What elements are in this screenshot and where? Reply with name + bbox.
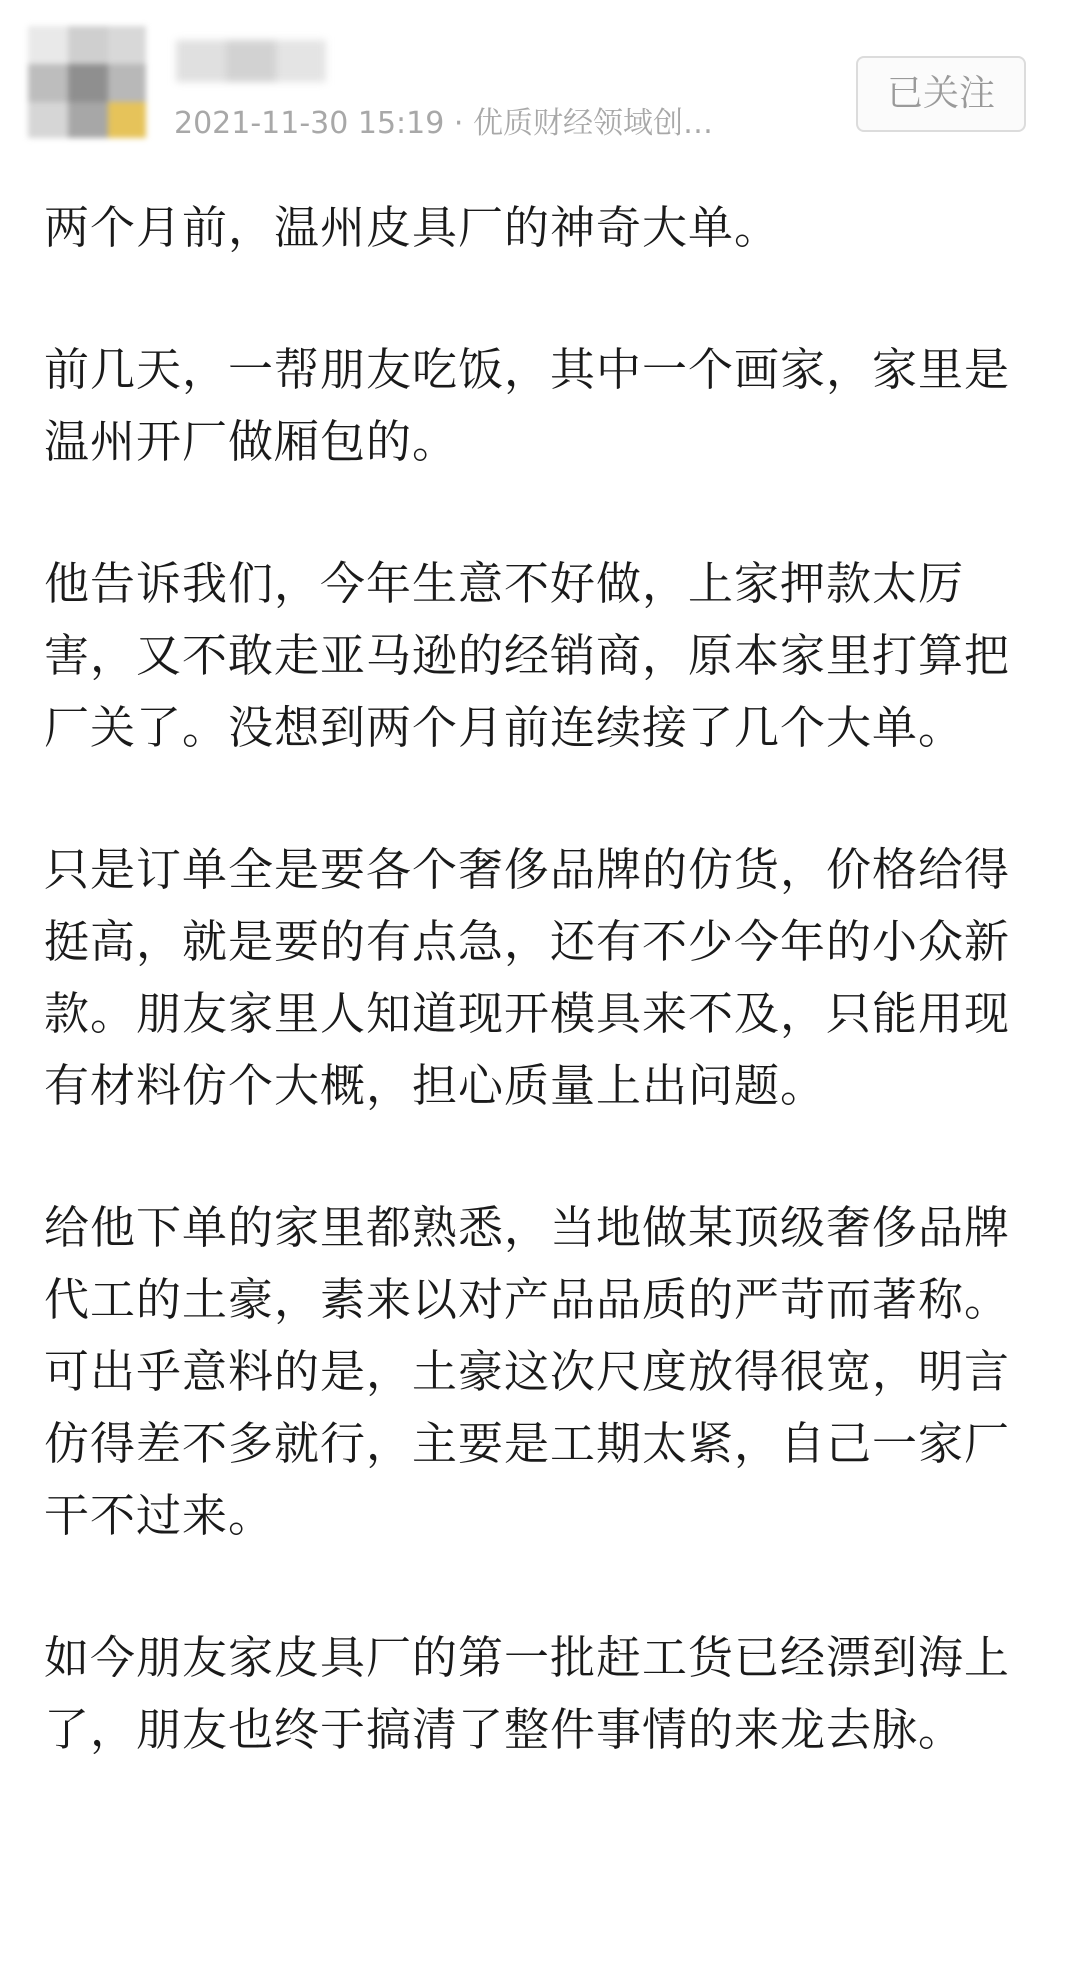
post-paragraph: 如今朋友家皮具厂的第一批赶工货已经漂到海上了，朋友也终于搞清了整件事情的来龙去脉。 — [44, 1631, 1011, 1756]
post-paragraph: 两个月前，温州皮具厂的神奇大单。 — [44, 201, 781, 254]
follow-button[interactable]: 已关注 — [856, 56, 1026, 132]
post-body — [44, 192, 1028, 1766]
post-paragraph: 他告诉我们，今年生意不好做，上家押款太厉害，又不敢走亚马逊的经销商，原本家里打算把厂关了。没想到两个月前连续接了几个大单。 — [44, 557, 1011, 754]
avatar[interactable] — [28, 26, 146, 138]
post-meta: 2021-11-30 15:19 · 优质财经领域创… — [174, 106, 713, 141]
post-header — [0, 0, 1068, 170]
post-paragraph: 前几天，一帮朋友吃饭，其中一个画家，家里是温州开厂做厢包的。 — [44, 343, 1011, 468]
author-name-blurred[interactable] — [176, 40, 326, 82]
post-paragraph: 只是订单全是要各个奢侈品牌的仿货，价格给得挺高，就是要的有点急，还有不少今年的小众新款。朋友家里人知道现开模具来不及，只能用现有材料仿个大概，担心质量上出问题。 — [44, 843, 1011, 1112]
post-paragraph: 给他下单的家里都熟悉，当地做某顶级奢侈品牌代工的土豪，素来以对产品品质的严苛而著称。可出乎意料的是，土豪这次尺度放得很宽，明言仿得差不多就行，主要是工期太紧，自己一家厂干不过来。 — [44, 1201, 1011, 1542]
